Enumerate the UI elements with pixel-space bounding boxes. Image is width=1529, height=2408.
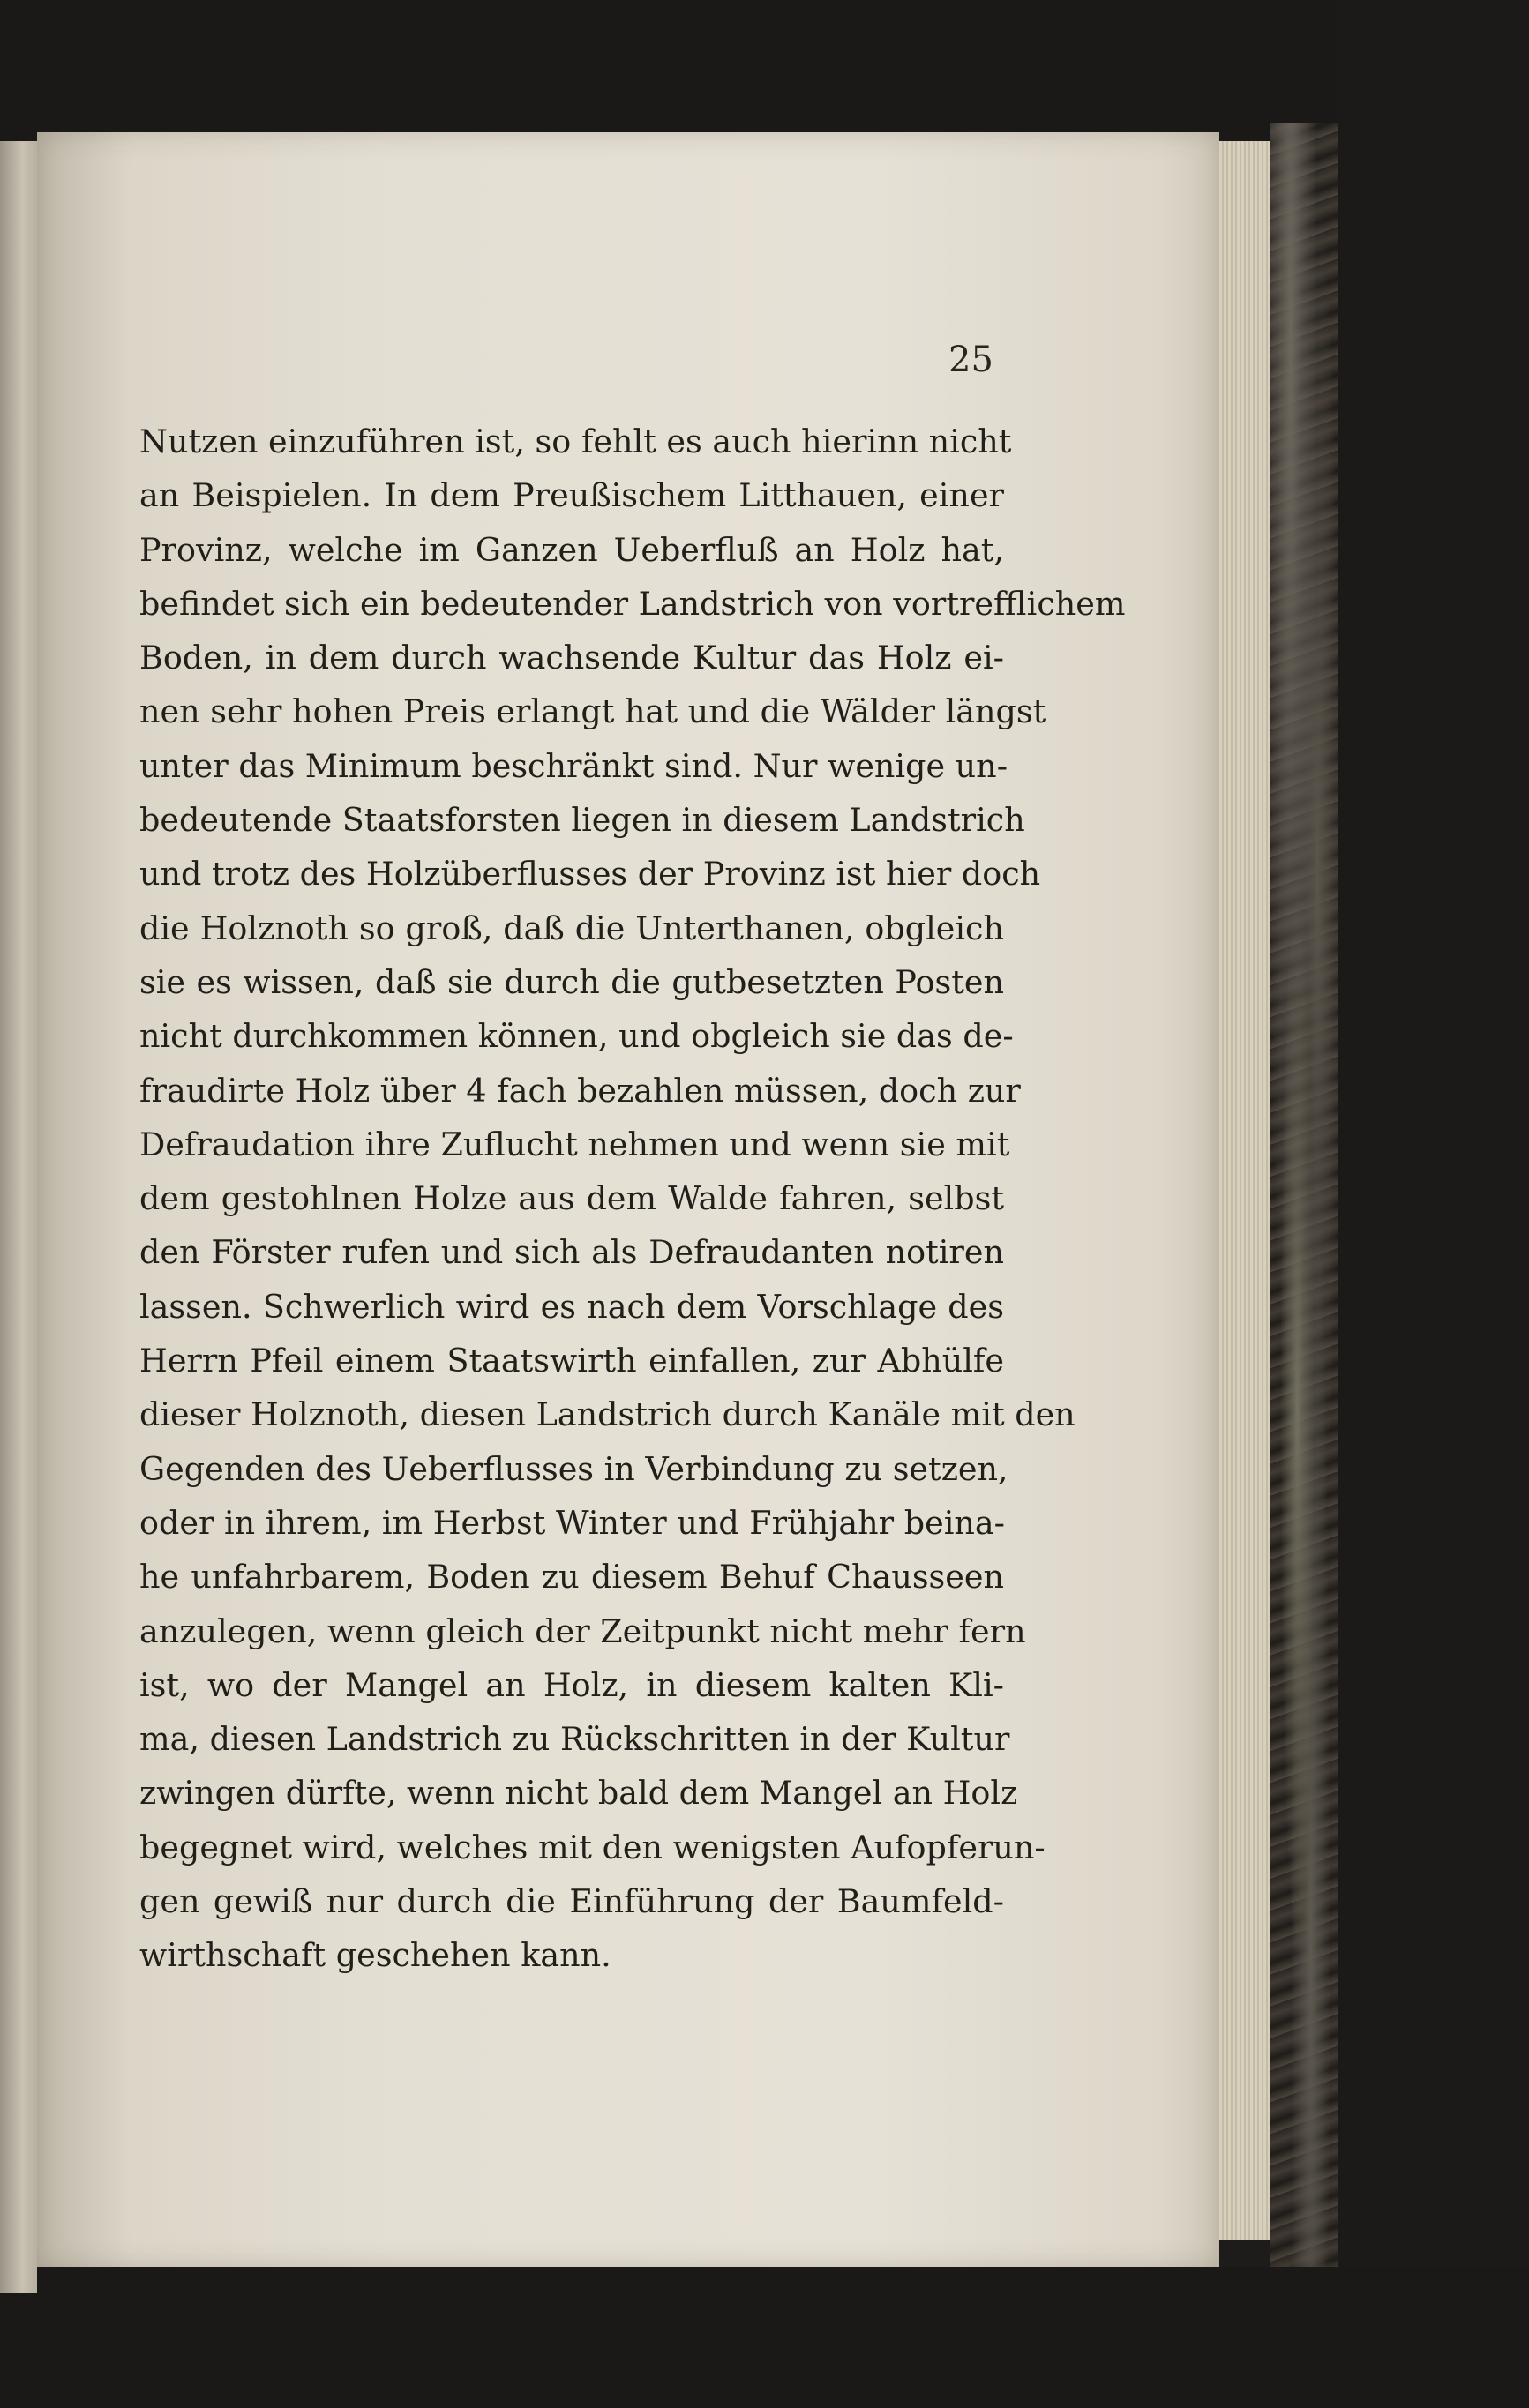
text-line: Nutzen einzuführen ist, so fehlt es auch hierinn nicht <box>139 423 1012 460</box>
text-line: lassen. Schwerlich wird es nach dem Vorschlage des <box>139 1287 1004 1326</box>
body-text <box>139 415 1126 1983</box>
text-line: an Beispielen. In dem Preußischem Litthauen, einer <box>139 476 1004 515</box>
text-line: befindet sich ein bedeutender Landstrich von vortrefflichem <box>139 584 1126 623</box>
text-line: unter das Minimum beschränkt sind. Nur wenige un- <box>139 746 1008 785</box>
background-top <box>0 0 1529 141</box>
text-line: zwingen dürfte, wenn nicht bald dem Mangel an Holz <box>139 1774 1018 1813</box>
facing-page-edge <box>0 141 37 2293</box>
text-line: Defraudation ihre Zuflucht nehmen und wenn sie mit <box>139 1125 1010 1163</box>
text-line: begegnet wird, welches mit den wenigsten Aufopferun- <box>139 1828 1046 1866</box>
text-line: die Holznoth so groß, daß die Unterthanen, obgleich <box>139 909 1004 947</box>
text-line: nicht durchkommen können, und obgleich sie das de- <box>139 1017 1014 1056</box>
text-line: dieser Holznoth, diesen Landstrich durch Kanäle mit den <box>139 1395 1076 1434</box>
text-line: und trotz des Holzüberflusses der Provinz ist hier doch <box>139 855 1041 894</box>
background-right <box>1338 0 1529 2408</box>
text-line: nen sehr hohen Preis erlangt hat und die Wälder längst <box>139 692 1046 731</box>
text-line: ist, wo der Mangel an Holz, in diesem kalten Kli- <box>139 1665 1004 1704</box>
text-line: Boden, in dem durch wachsende Kultur das Holz ei- <box>139 639 1004 677</box>
background-bottom <box>0 2267 1529 2408</box>
text-line: gen gewiß nur durch die Einführung der Baumfeld- <box>139 1882 1004 1921</box>
text-line: sie es wissen, daß sie durch die gutbesetzten Posten <box>139 962 1004 1001</box>
text-line: Provinz, welche im Ganzen Ueberfluß an Holz hat, <box>139 530 1004 569</box>
text-line: fraudirte Holz über 4 fach bezahlen müssen, doch zur <box>139 1071 1021 1110</box>
text-line: he unfahrbarem, Boden zu diesem Behuf Chausseen <box>139 1558 1004 1597</box>
text-line: anzulegen, wenn gleich der Zeitpunkt nicht mehr fern <box>139 1612 1026 1650</box>
text-line: ma, diesen Landstrich zu Rückschritten in der Kultur <box>139 1720 1010 1759</box>
text-line: Gegenden des Ueberflusses in Verbindung zu setzen, <box>139 1449 1008 1488</box>
page-number: 25 <box>948 340 993 380</box>
text-line: dem gestohlnen Holze aus dem Walde fahren, selbst <box>139 1179 1004 1218</box>
marbled-cover <box>1270 123 1338 2267</box>
text-line-last: wirthschaft geschehen kann. <box>139 1936 611 1975</box>
text-line: oder in ihrem, im Herbst Winter und Frühjahr beina- <box>139 1503 1005 1542</box>
text-line: bedeutende Staatsforsten liegen in diesem Landstrich <box>139 801 1025 840</box>
text-line: Herrn Pfeil einem Staatswirth einfallen, zur Abhülfe <box>139 1342 1004 1380</box>
page-edges <box>1219 141 1270 2240</box>
text-line: den Förster rufen und sich als Defraudanten notiren <box>139 1233 1004 1272</box>
